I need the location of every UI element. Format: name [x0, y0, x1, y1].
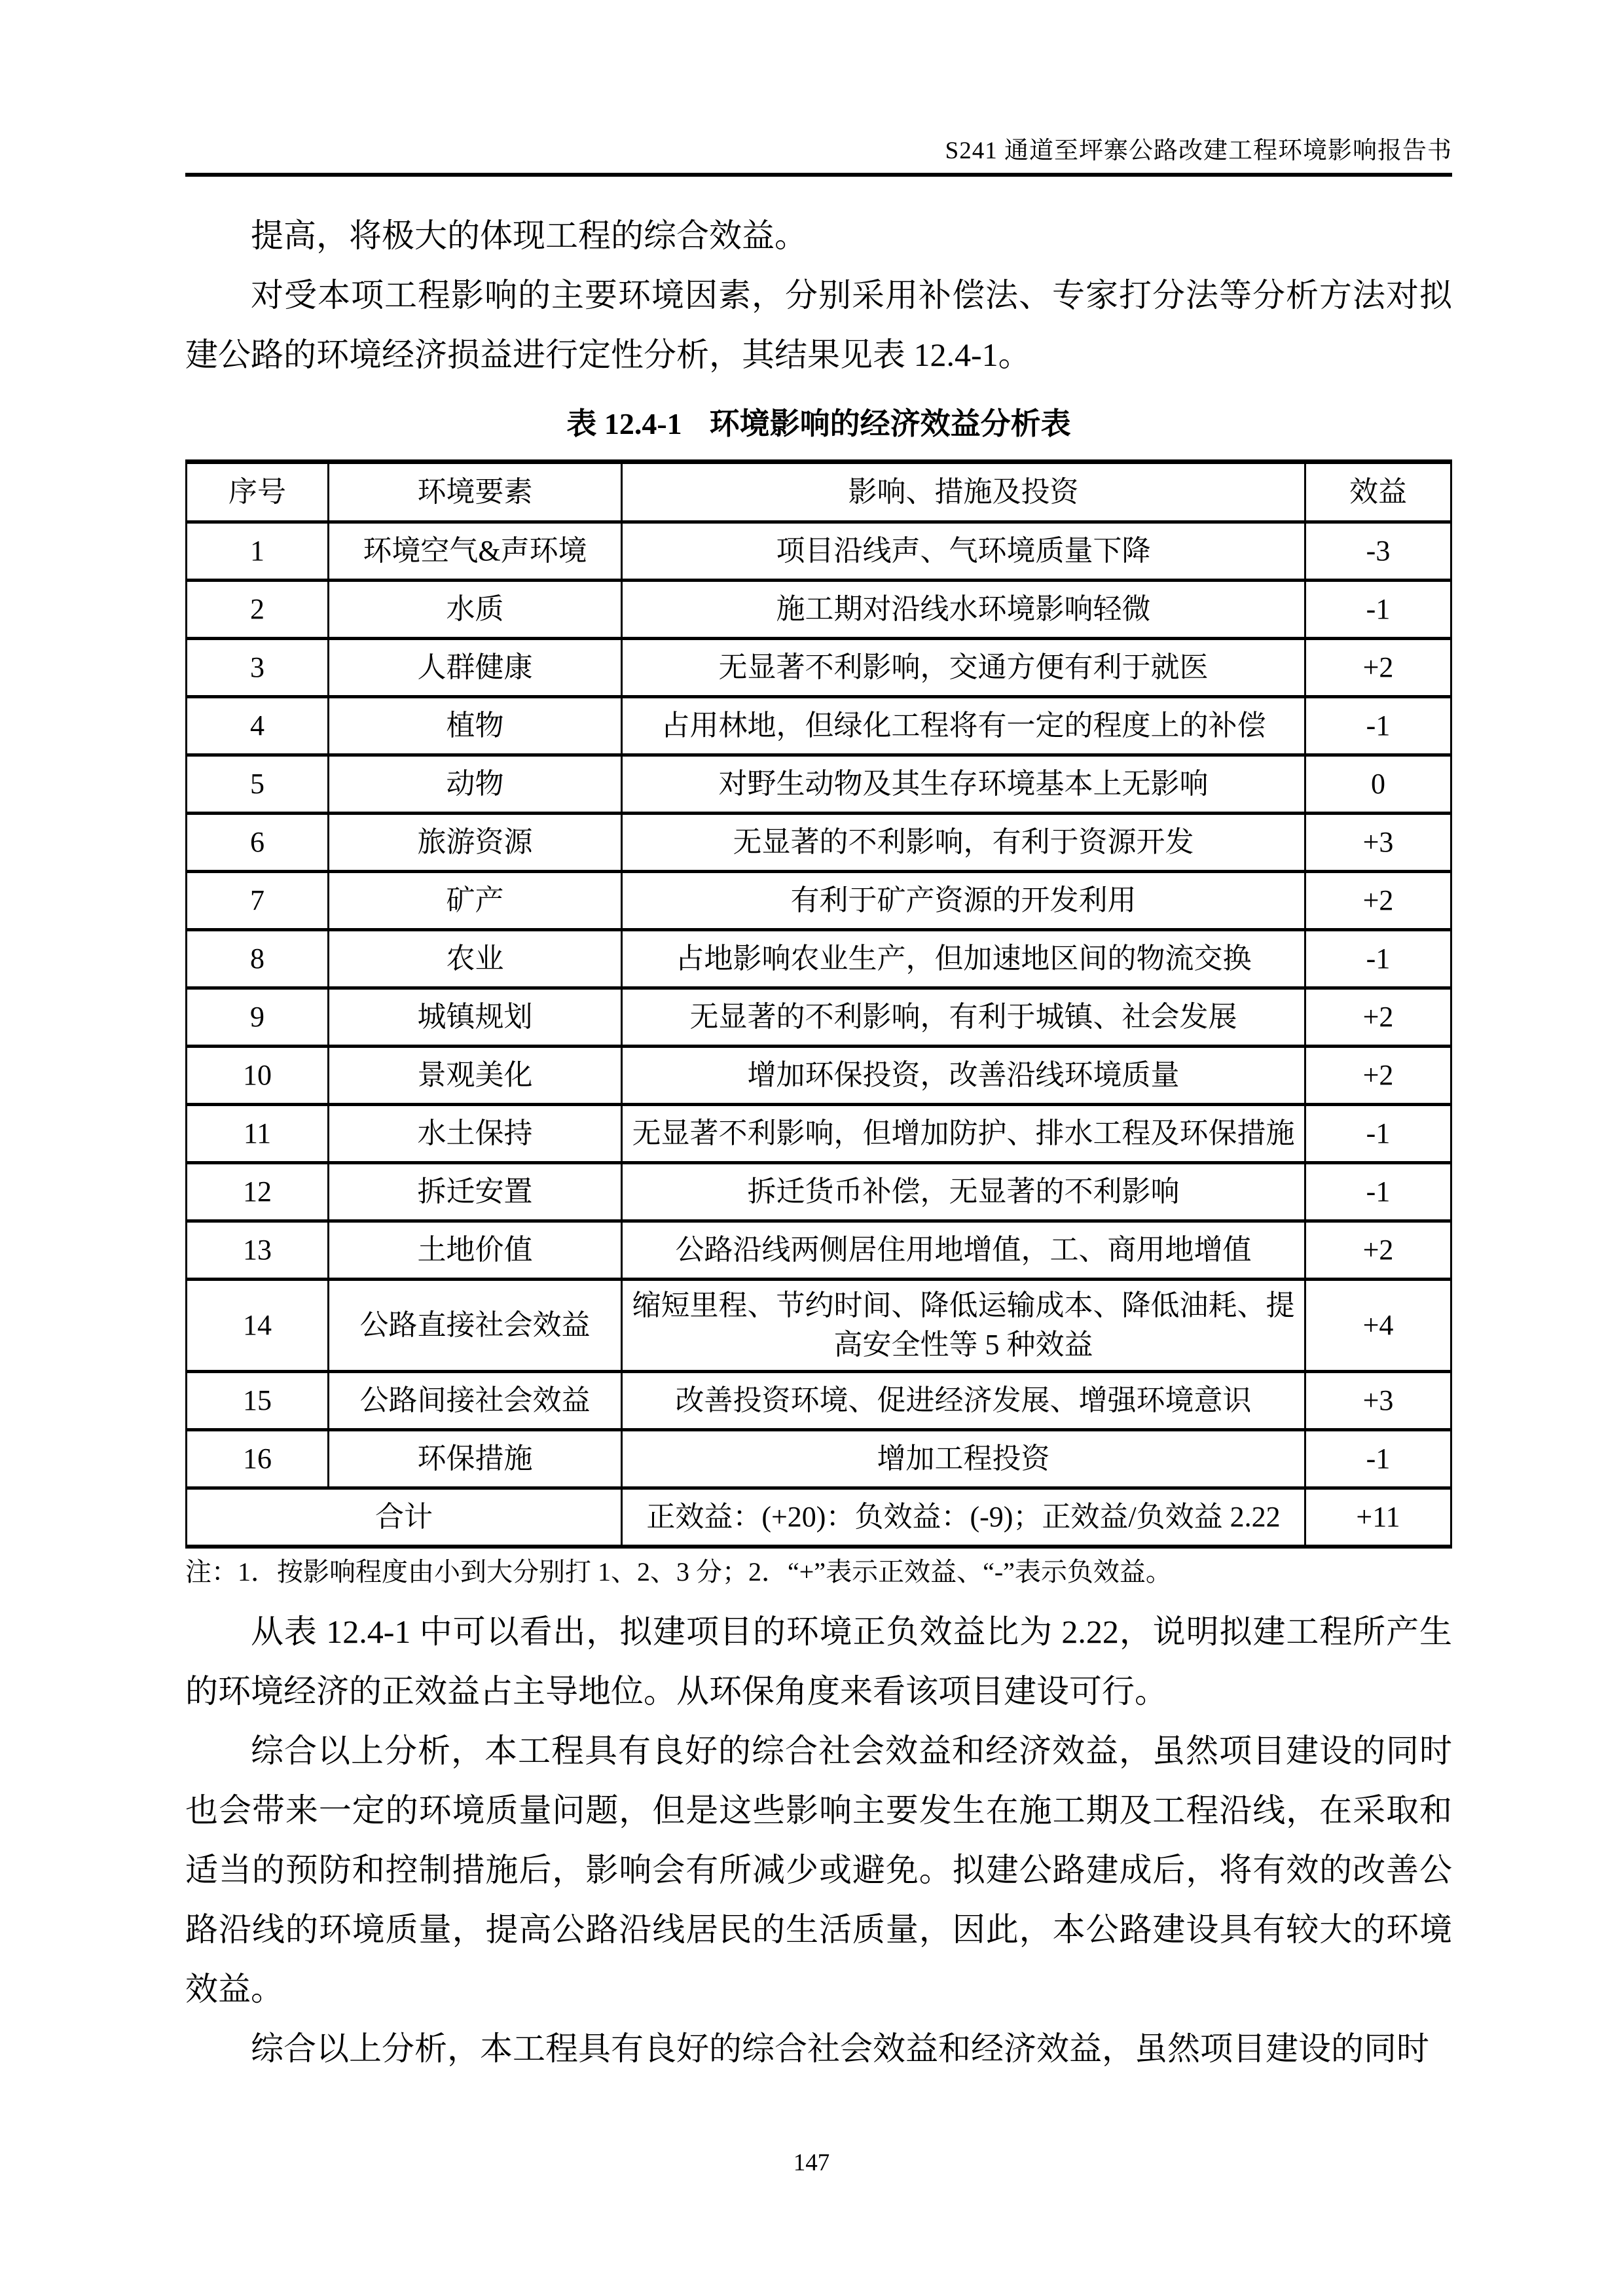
table-note: 注：1．按影响程度由小到大分别打 1、2、3 分；2．“+”表示正效益、“-”表示负效益。: [185, 1557, 1172, 1587]
col-header-index: 序号: [187, 462, 329, 522]
factor-cell: 农业: [329, 930, 622, 988]
row-number-cell: 2: [187, 581, 329, 639]
benefit-cell: +2: [1305, 872, 1451, 930]
impact-cell: 增加工程投资: [622, 1430, 1305, 1488]
benefit-cell: -1: [1305, 1163, 1451, 1221]
row-number-cell: 11: [187, 1105, 329, 1163]
paragraph: 对受本项工程影响的主要环境因素，分别采用补偿法、专家打分法等分析方法对拟建公路的环境经济损益进行定性分析，其结果见表 12.4-1。: [185, 277, 1452, 373]
table-row: [187, 1372, 1451, 1430]
impact-cell: 无显著不利影响，交通方便有利于就医: [622, 639, 1305, 697]
table-row: [187, 930, 1451, 988]
report-title: S241 通道至坪寨公路改建工程环境影响报告书: [945, 137, 1452, 164]
table-body: [187, 522, 1451, 1488]
benefit-cell: +2: [1305, 639, 1451, 697]
page-content: [185, 0, 1452, 2079]
impact-cell: 缩短里程、节约时间、降低运输成本、降低油耗、提高安全性等 5 种效益: [622, 1280, 1305, 1372]
row-number-cell: 14: [187, 1280, 329, 1372]
table-row: [187, 1105, 1451, 1163]
factor-cell: 植物: [329, 697, 622, 755]
intro-paragraphs: [185, 206, 1452, 385]
table-row: [187, 581, 1451, 639]
conclusion-paragraphs: [185, 1602, 1452, 2079]
table-row: [187, 1430, 1451, 1488]
table-row: [187, 872, 1451, 930]
benefit-cell: 0: [1305, 755, 1451, 814]
factor-cell: 环保措施: [329, 1430, 622, 1488]
factor-cell: 景观美化: [329, 1047, 622, 1105]
impact-cell: 占地影响农业生产，但加速地区间的物流交换: [622, 930, 1305, 988]
paragraph: 综合以上分析，本工程具有良好的综合社会效益和经济效益，虽然项目建设的同时也会带来一定的环境质量问题，但是这些影响主要发生在施工期及工程沿线，在采取和适当的预防和控制措施后，影响会有所减少或避免。拟建公路建成后，将有效的改善公路沿线的环境质量，提高公路沿线居民的生活质量，因此，本公路建设具有较大的环境效益。: [185, 1732, 1452, 2007]
row-number-cell: 12: [187, 1163, 329, 1221]
table-row: [187, 697, 1451, 755]
impact-cell: 对野生动物及其生存环境基本上无影响: [622, 755, 1305, 814]
row-number-cell: 1: [187, 522, 329, 581]
impact-cell: 项目沿线声、气环境质量下降: [622, 522, 1305, 581]
factor-cell: 环境空气&声环境: [329, 522, 622, 581]
paragraph: 提高，将极大的体现工程的综合效益。: [251, 217, 807, 254]
row-number-cell: 7: [187, 872, 329, 930]
row-number-cell: 15: [187, 1372, 329, 1430]
table-row: [187, 1163, 1451, 1221]
factor-cell: 人群健康: [329, 639, 622, 697]
total-desc-cell: 正效益：(+20)：负效益：(-9)；正效益/负效益 2.22: [622, 1488, 1305, 1547]
row-number-cell: 9: [187, 988, 329, 1047]
row-number-cell: 5: [187, 755, 329, 814]
paragraph: 综合以上分析，本工程具有良好的综合社会效益和经济效益，虽然项目建设的同时: [251, 2030, 1429, 2067]
factor-cell: 旅游资源: [329, 814, 622, 872]
benefit-cell: +2: [1305, 1047, 1451, 1105]
benefit-cell: -3: [1305, 522, 1451, 581]
row-number-cell: 16: [187, 1430, 329, 1488]
table-row: [187, 1221, 1451, 1280]
total-value-cell: +11: [1305, 1488, 1451, 1547]
impact-cell: 公路沿线两侧居住用地增值，工、商用地增值: [622, 1221, 1305, 1280]
benefit-cell: -1: [1305, 1105, 1451, 1163]
table-row: [187, 1047, 1451, 1105]
col-header-impact: 影响、措施及投资: [622, 462, 1305, 522]
col-header-factor: 环境要素: [329, 462, 622, 522]
table-row: [187, 522, 1451, 581]
row-number-cell: 3: [187, 639, 329, 697]
factor-cell: 公路间接社会效益: [329, 1372, 622, 1430]
benefit-cell: +2: [1305, 1221, 1451, 1280]
table-row: [187, 1280, 1451, 1372]
impact-cell: 拆迁货币补偿，无显著的不利影响: [622, 1163, 1305, 1221]
row-number-cell: 6: [187, 814, 329, 872]
running-header: [185, 136, 1452, 166]
benefit-cell: +3: [1305, 1372, 1451, 1430]
benefit-cell: -1: [1305, 697, 1451, 755]
row-number-cell: 10: [187, 1047, 329, 1105]
benefit-cell: -1: [1305, 930, 1451, 988]
page-footer: [0, 2149, 1623, 2178]
factor-cell: 矿产: [329, 872, 622, 930]
benefit-cell: +4: [1305, 1280, 1451, 1372]
page-number: 147: [793, 2149, 830, 2176]
benefit-cell: +3: [1305, 814, 1451, 872]
impact-cell: 无显著的不利影响，有利于资源开发: [622, 814, 1305, 872]
table-row: [187, 988, 1451, 1047]
paragraph: 从表 12.4-1 中可以看出，拟建项目的环境正负效益比为 2.22，说明拟建工程所产生的环境经济的正效益占主导地位。从环保角度来看该项目建设可行。: [185, 1613, 1452, 1710]
col-header-benefit: 效益: [1305, 462, 1451, 522]
economic-benefit-table: [185, 459, 1452, 1549]
impact-cell: 改善投资环境、促进经济发展、增强环境意识: [622, 1372, 1305, 1430]
factor-cell: 城镇规划: [329, 988, 622, 1047]
factor-cell: 拆迁安置: [329, 1163, 622, 1221]
row-number-cell: 4: [187, 697, 329, 755]
impact-cell: 占用林地，但绿化工程将有一定的程度上的补偿: [622, 697, 1305, 755]
impact-cell: 增加环保投资，改善沿线环境质量: [622, 1047, 1305, 1105]
benefit-cell: +2: [1305, 988, 1451, 1047]
header-rule: [185, 173, 1452, 177]
table-row: [187, 755, 1451, 814]
factor-cell: 水质: [329, 581, 622, 639]
benefit-cell: -1: [1305, 581, 1451, 639]
table-caption-number: 表 12.4-1: [566, 407, 682, 440]
table-header-row: [187, 462, 1451, 522]
impact-cell: 无显著不利影响，但增加防护、排水工程及环保措施: [622, 1105, 1305, 1163]
impact-cell: 无显著的不利影响，有利于城镇、社会发展: [622, 988, 1305, 1047]
total-label-cell: 合计: [187, 1488, 622, 1547]
table-total-row: [187, 1488, 1451, 1547]
table-caption: [185, 407, 1452, 441]
impact-cell: 施工期对沿线水环境影响轻微: [622, 581, 1305, 639]
factor-cell: 公路直接社会效益: [329, 1280, 622, 1372]
factor-cell: 土地价值: [329, 1221, 622, 1280]
table-row: [187, 814, 1451, 872]
factor-cell: 动物: [329, 755, 622, 814]
row-number-cell: 13: [187, 1221, 329, 1280]
factor-cell: 水土保持: [329, 1105, 622, 1163]
table-row: [187, 639, 1451, 697]
benefit-cell: -1: [1305, 1430, 1451, 1488]
row-number-cell: 8: [187, 930, 329, 988]
table-caption-title: 环境影响的经济效益分析表: [709, 407, 1071, 440]
impact-cell: 有利于矿产资源的开发利用: [622, 872, 1305, 930]
